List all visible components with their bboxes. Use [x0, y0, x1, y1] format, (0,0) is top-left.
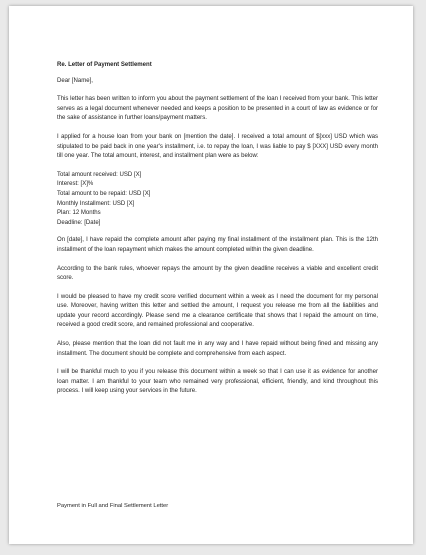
detail-total-received: Total amount received: USD [X]	[57, 171, 142, 178]
detail-deadline: Deadline: [Date]	[57, 219, 101, 226]
detail-interest: Interest: [X]%	[57, 181, 94, 188]
letter-title: Re. Letter of Payment Settlement	[57, 62, 152, 68]
paragraph-bank-rules: According to the bank rules, whoever repays the amount by the given deadline receives a viable and excellent credit score.	[57, 265, 378, 282]
paragraph-request: I would be pleased to have my credit score verified document within a week as I need the document for my personal use. Moreover, having written this letter and settled the amount, I request you release me from all the liabilities and update your record accordingly. Please send me a clearance certificate that shows that I repaid the amount on time, received a good credit score, and remained professional and cooperative.	[57, 293, 378, 329]
salutation: Dear [Name],	[57, 77, 93, 84]
document-page	[9, 6, 413, 544]
letter-body	[57, 61, 378, 406]
detail-monthly-installment: Monthly Installment: USD [X]	[57, 200, 135, 207]
detail-plan: Plan: 12 Months	[57, 210, 101, 217]
paragraph-repayment: On [date], I have repaid the complete amount after paying my final installment of the installment plan. This is the 12th installment of the loan repayment which makes the amount completed within the given deadline.	[57, 237, 378, 253]
paragraph-thanks: I will be thankful much to you if you release this document within a week so that I can use it as evidence for another loan matter. I am thankful to your team who remained very professional, efficient, friendly, and kind throughout this process. I will keep using your services in the future.	[57, 369, 378, 395]
paragraph-intro: This letter has been written to inform you about the payment settlement of the loan I received from your bank. This letter serves as a legal document whenever needed and keeps a position to be presented in a court of law as evidence or for the sake of assistance in further loans/payment matters.	[57, 96, 378, 122]
paragraph-mention: Also, please mention that the loan did not fault me in any way and I have repaid without being fined and missing any installment. The document should be complete and comprehensive from each aspect.	[57, 341, 378, 357]
detail-total-repaid: Total amount to be repaid: USD [X]	[57, 190, 151, 197]
page-footer: Payment in Full and Final Settlement Letter	[57, 503, 169, 509]
paragraph-loan-application: I applied for a house loan from your bank on [mention the date]. I received a total amount of $[xxx] USD which was stipulated to be paid back in one year's installment, i.e. to repay the loan, I was liable to pay $ [XXX] USD every month till one year. The total amount, interest, and installment plan were as below:	[57, 133, 378, 160]
loan-details-list	[57, 171, 378, 229]
